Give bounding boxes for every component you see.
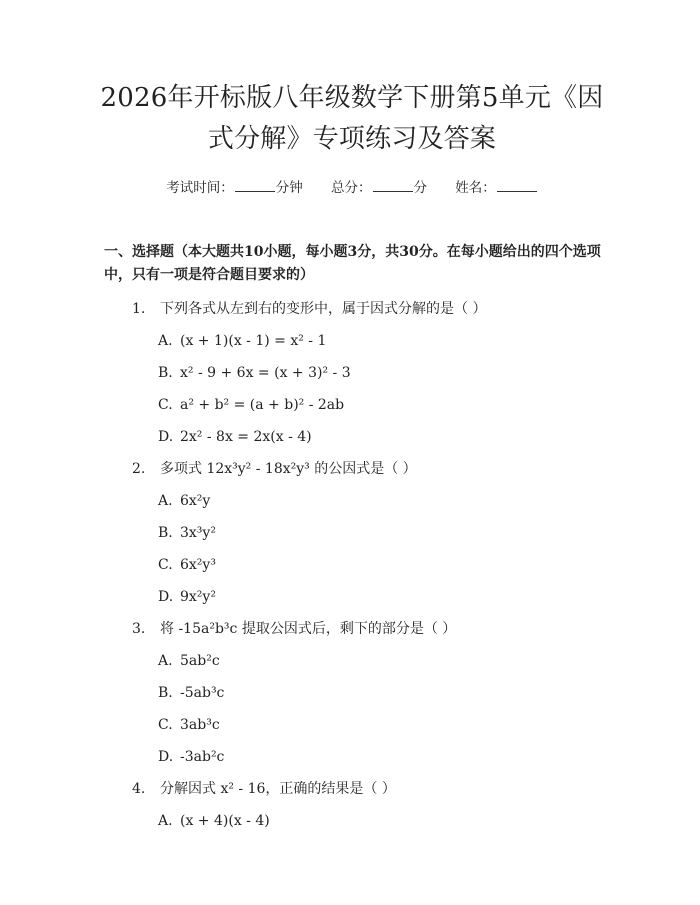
option-text: (x + 4)(x - 4): [180, 813, 270, 829]
option-text: 6x²y: [180, 493, 211, 509]
option-c[interactable]: [158, 715, 614, 735]
option-b[interactable]: [158, 523, 614, 543]
option-label: D.: [158, 589, 174, 605]
option-label: A.: [158, 653, 173, 669]
time-field: [166, 176, 303, 196]
question-4: [132, 779, 614, 799]
time-blank[interactable]: [235, 179, 275, 192]
title-line-2: 式分解》专项练习及答案: [207, 124, 497, 154]
name-field: [455, 176, 538, 196]
question-2: [132, 459, 614, 479]
question-number: 2.: [132, 461, 146, 477]
option-a[interactable]: [158, 491, 614, 511]
question-number: 3.: [132, 621, 146, 637]
document-title: [90, 78, 614, 160]
option-label: B.: [158, 525, 173, 541]
option-label: C.: [158, 557, 173, 573]
option-d[interactable]: [158, 587, 614, 607]
time-unit: 分钟: [275, 180, 303, 196]
question-list: [104, 299, 614, 831]
option-text: -5ab³c: [180, 685, 225, 701]
option-a[interactable]: [158, 811, 614, 831]
option-label: C.: [158, 397, 173, 413]
title-line-1: 2026年开标版八年级数学下册第5单元《因: [100, 83, 604, 113]
option-label: B.: [158, 365, 173, 381]
option-b[interactable]: [158, 683, 614, 703]
option-text: 9x²y²: [180, 589, 216, 605]
question-3: [132, 619, 614, 639]
option-text: (x + 1)(x - 1) = x² - 1: [180, 333, 327, 349]
section-heading: 一、选择题（本大题共10小题，每小题3分，共30分。在每小题给出的四个选项中，只有一项是符合题目要求的）: [104, 244, 601, 283]
option-label: D.: [158, 749, 174, 765]
option-text: 3ab³c: [180, 717, 220, 733]
question-text: 多项式 12x³y² - 18x²y³ 的公因式是（ ）: [160, 461, 417, 477]
name-label: 姓名：: [455, 180, 496, 196]
question-number: 1.: [132, 301, 146, 317]
question-text: 下列各式从左到右的变形中，属于因式分解的是（ ）: [160, 301, 487, 317]
option-text: a² + b² = (a + b)² - 2ab: [180, 397, 345, 413]
option-text: 2x² - 8x = 2x(x - 4): [180, 429, 312, 445]
option-d[interactable]: [158, 427, 614, 447]
option-label: B.: [158, 685, 173, 701]
option-a[interactable]: [158, 651, 614, 671]
question-text: 将 -15a²b³c 提取公因式后，剩下的部分是（ ）: [160, 621, 457, 637]
question-number: 4.: [132, 781, 146, 797]
score-field: [331, 176, 427, 196]
option-text: -3ab²c: [180, 749, 225, 765]
option-b[interactable]: [158, 363, 614, 383]
name-blank[interactable]: [497, 179, 537, 192]
option-text: x² - 9 + 6x = (x + 3)² - 3: [180, 365, 351, 381]
option-c[interactable]: [158, 395, 614, 415]
option-d[interactable]: [158, 747, 614, 767]
option-label: D.: [158, 429, 174, 445]
option-label: A.: [158, 333, 173, 349]
score-unit: 分: [413, 180, 427, 196]
question-text: 分解因式 x² - 16，正确的结果是（ ）: [160, 781, 396, 797]
option-text: 5ab²c: [180, 653, 220, 669]
option-label: A.: [158, 813, 173, 829]
option-text: 6x²y³: [180, 557, 216, 573]
option-c[interactable]: [158, 555, 614, 575]
time-label: 考试时间：: [166, 180, 234, 196]
question-1: [132, 299, 614, 319]
exam-meta: [90, 176, 614, 196]
score-label: 总分：: [331, 180, 372, 196]
option-text: 3x³y²: [180, 525, 216, 541]
option-a[interactable]: [158, 331, 614, 351]
option-label: C.: [158, 717, 173, 733]
score-blank[interactable]: [373, 179, 413, 192]
option-label: A.: [158, 493, 173, 509]
